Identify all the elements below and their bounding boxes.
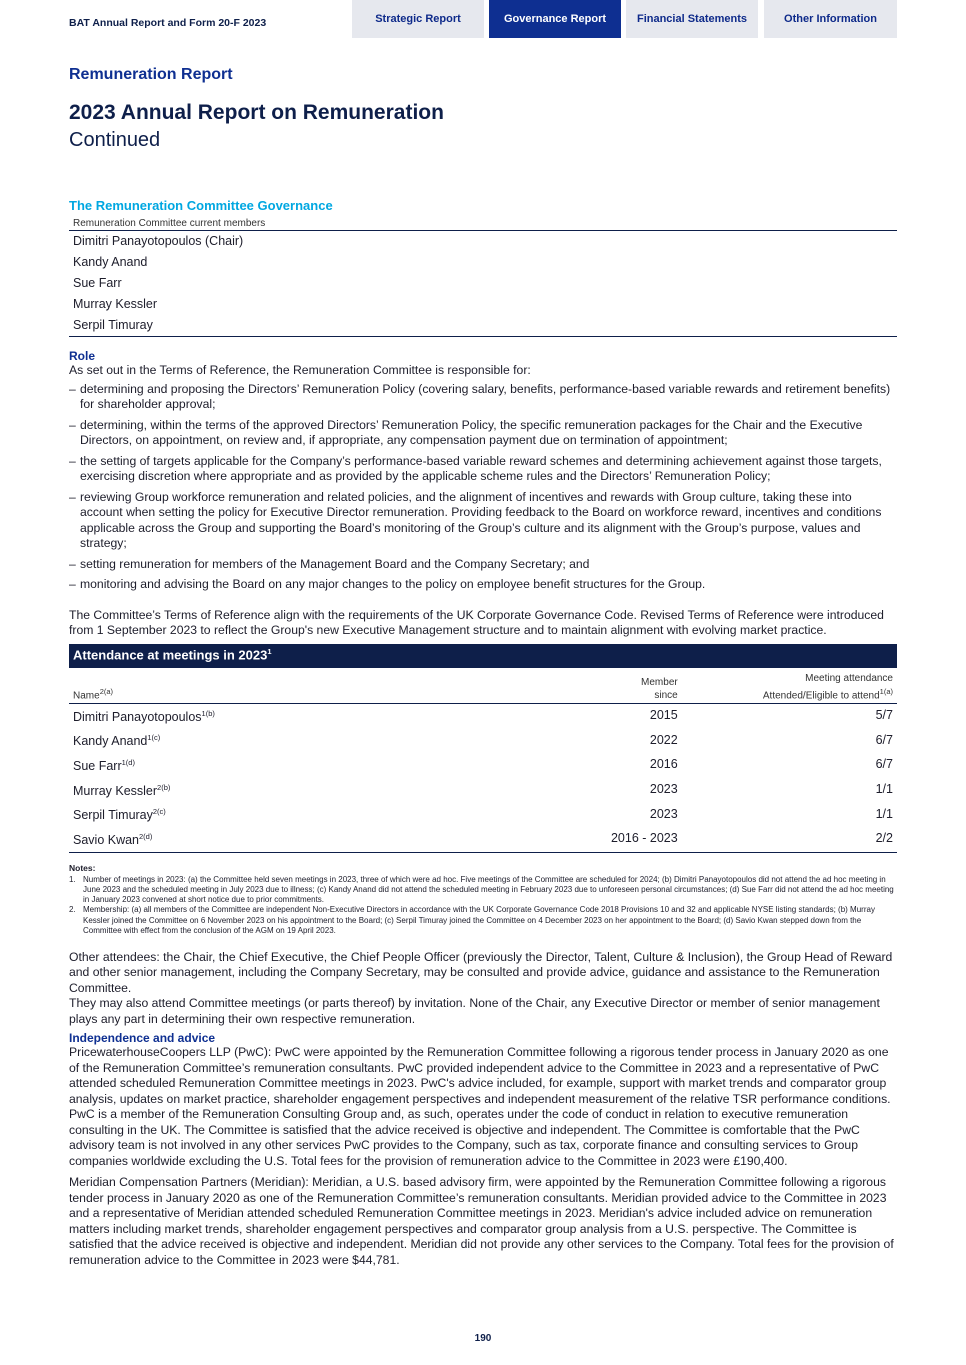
member-since: 2016	[649, 757, 678, 772]
member-name	[69, 778, 524, 803]
notes-list	[69, 875, 897, 936]
member-since: 2015	[649, 707, 678, 722]
list-item: – the setting of targets applicable for the Company’s performance-based variable reward schemes and determining achievement against those targets, exercising discretion where appropriate and as provided by the applicable scheme rules and the Directors’ Remuneration Policy;	[69, 454, 897, 485]
member-name	[69, 827, 524, 852]
page-content	[69, 60, 897, 1268]
list-item: – monitoring and advising the Board on any major changes to the policy on employee benefit structures for the Group.	[69, 577, 897, 593]
col-att-label-1: Meeting attendance	[805, 672, 893, 684]
table-row	[69, 703, 897, 728]
member-name	[69, 703, 524, 728]
table-row	[69, 827, 897, 852]
member-attendance: 2/2	[682, 827, 897, 852]
list-item: Serpil Timuray	[73, 318, 153, 332]
note-text: Membership: (a) all members of the Committee are independent Non-Executive Directors in accordance with the UK Corporate Governance Code 2018 Provisions 10 and 32 and applicable NYSE listing standards; (b) Murray Kessler joined the Committee on 6 November 2023 on his appointment to the Board; (c) Serpil Timuray joined the Committee on 4 December 2023 on her appointment to the Board; (d) Savio Kwan stepped down from the Committee with effect from the conclusion of the AGM on 19 April 2023.	[83, 905, 875, 935]
tab-other-information[interactable]: Other Information	[764, 0, 897, 38]
name-sup: 2(b)	[157, 782, 171, 792]
name-text: Savio Kwan	[73, 833, 140, 848]
attendance-title-sup: 1	[267, 646, 272, 656]
table-row	[69, 778, 897, 803]
page-title: 2023 Annual Report on Remuneration	[69, 101, 444, 124]
member-attendance: 6/7	[875, 732, 893, 747]
tab-financial-statements[interactable]: Financial Statements	[626, 0, 758, 38]
notes-title: Notes:	[69, 862, 96, 873]
tab-strategic-report[interactable]: Strategic Report	[352, 0, 484, 38]
independence-heading: Independence and advice	[69, 1031, 216, 1046]
member-since: 2016 - 2023	[524, 827, 681, 852]
tab-governance-report[interactable]: Governance Report	[489, 0, 621, 38]
name-text: Serpil Timuray	[73, 808, 153, 823]
attendance-table	[69, 668, 897, 853]
page-subtitle: Continued	[69, 129, 161, 151]
member-attendance: 1/1	[875, 806, 893, 821]
report-brand: BAT Annual Report and Form 20-F 2023	[69, 17, 267, 29]
meridian-paragraph: Meridian Compensation Partners (Meridian): Meridian, a U.S. based advisory firm, were appointed by the Remuneration Committee following a rigorous tender process in January 2020 as one of the Remuneration Committee’s remuneration consultants. Meridian provided advice to the Committee in 2023 and a representative of Meridian attended scheduled Remuneration Committee meetings in 2023. Meridian's advice included advice on remuneration matters including market trends, shareholder engagement perspectives and comparator group analysis from a U.S. perspective. The Committee is satisfied that the advice received is objective and independent. Meridian did not provide any other services to the Company. Total fees for the provision of remuneration advice to the Committee in 2023 were $44,781.	[69, 1175, 894, 1267]
list-item: – setting remuneration for members of the Management Board and the Company Secretary; and	[69, 557, 897, 573]
other-attendees-para: They may also attend Committee meetings (or parts thereof) by invitation. None of the Chair, any Executive Director or member of senior management plays any part in determining their own respective remuneration.	[69, 996, 880, 1026]
name-text: Sue Farr	[73, 759, 122, 774]
col-since-label-1: Member	[641, 676, 678, 688]
list-item: Sue Farr	[73, 276, 122, 290]
list-item: Kandy Anand	[73, 255, 148, 269]
list-item: – determining and proposing the Directors’ Remuneration Policy (covering salary, benefits, performance-based variable rewards and retirement benefits) for shareholder approval;	[69, 382, 897, 413]
role-heading: Role	[69, 349, 96, 363]
col-attendance-header	[682, 668, 897, 704]
col-name-header	[69, 668, 524, 704]
note-number: 1.	[69, 874, 76, 884]
member-name	[69, 753, 524, 778]
list-item: – reviewing Group workforce remuneration and related policies, and the alignment of incentives and rewards with Group culture, taking these into account when setting the policy for Executive Director remuneration. Providing feedback to the Board on workforce reward, incentives and conditions applicable across the Group and supporting the Board’s monitoring of the Group’s culture and its alignment with the Group’s purpose, values and strategy;	[69, 490, 897, 552]
other-attendees-para: Other attendees: the Chair, the Chief Executive, the Chief People Officer (previously the Director, Talent, Culture & Inclusion), the Group Head of Reward and other senior management, including the Company Secretary, may be consulted and provide advice, guidance and assistance to the Remuneration Committee.	[69, 949, 893, 995]
note-text: Number of meetings in 2023: (a) the Committee held seven meetings in 2023, three of which were ad hoc. Five meetings of the Committee are scheduled for 2024; (b) Dimitri Panayotopoulos did not attend the ad hoc meeting in June 2023 and the scheduled meeting in July 2023 due to illness; (c) Kandy Anand did not attend the scheduled meeting in February 2023 due to unforeseen personal circumstances; (d) Sue Farr did not attend the ad hoc meeting in January 2023 convened at short notice due to prior commitments.	[83, 874, 894, 905]
col-att-label-2: Attended/Eligible to attend	[762, 689, 880, 701]
col-att-sup: 1(a)	[879, 686, 893, 696]
table-row	[69, 728, 897, 753]
top-navigation	[0, 0, 966, 38]
member-attendance: 1/1	[875, 781, 893, 796]
member-name	[69, 728, 524, 753]
col-name-sup: 2(a)	[99, 686, 114, 696]
governance-heading: The Remuneration Committee Governance	[69, 198, 333, 213]
member-since: 2023	[649, 781, 678, 796]
role-bullets	[69, 382, 897, 593]
name-sup: 1(d)	[121, 758, 135, 768]
list-item: – determining, within the terms of the approved Directors’ Remuneration Policy, the specific remuneration packages for the Chair and the Executive Directors, on appointment, on review and, if appropriate, any compensation payment due on termination of appointment;	[69, 418, 897, 449]
table-header-row	[69, 668, 897, 704]
name-text: Murray Kessler	[73, 783, 158, 798]
list-item: Dimitri Panayotopoulos (Chair)	[73, 234, 244, 248]
role-closing: The Committee’s Terms of Reference align with the requirements of the UK Corporate Governance Code. Revised Terms of Reference were introduced from 1 September 2023 to reflect the Group's new Executive Management structure and to maintain alignment with evolving market practice.	[69, 607, 884, 637]
role-intro: As set out in the Terms of Reference, the Remuneration Committee is responsible for:	[69, 363, 531, 377]
col-name-label: Name	[73, 689, 100, 701]
member-since: 2022	[649, 732, 678, 747]
members-table-header: Remuneration Committee current members	[69, 218, 897, 231]
member-attendance: 5/7	[875, 707, 893, 722]
col-since-header	[524, 668, 681, 704]
name-text: Kandy Anand	[73, 734, 148, 749]
member-since: 2023	[649, 806, 678, 821]
list-item	[69, 905, 897, 936]
name-sup: 2(c)	[152, 807, 166, 817]
attendance-title-bar	[69, 644, 897, 668]
members-list	[69, 231, 897, 337]
pwc-paragraph: PricewaterhouseCoopers LLP (PwC): PwC were appointed by the Remuneration Committee following a rigorous tender process in January 2020 as one of the Remuneration Committee’s remuneration consultants. PwC provided independent advice to the Committee in 2023 and a representative of PwC attended scheduled Remuneration Committee meetings in 2023. PwC's advice included, for example, support with market trends and comparator group analysis, updates on market practice, shareholder engagement perspectives and independent measurement of the relative TSR performance conditions. PwC is a member of the Remuneration Consulting Group and, as such, operates under the code of conduct in relation to executive remuneration consulting in the UK. The Committee is satisfied that the advice received is objective and independent. The Committee is comfortable that the PwC advisory team is not involved in any other services PwC provides to the Company, such as tax, corporate finance and consulting services to Group companies worldwide excluding the U.S. Total fees for the provision of remuneration advice to the Committee in 2023 were £190,400.	[69, 1045, 891, 1168]
list-item	[69, 875, 897, 906]
name-sup: 2(d)	[139, 832, 153, 842]
member-name	[69, 802, 524, 827]
table-row	[69, 802, 897, 827]
member-attendance: 6/7	[875, 757, 893, 772]
page-number: 190	[474, 1333, 492, 1344]
name-sup: 1(c)	[147, 733, 161, 743]
name-sup: 1(b)	[201, 708, 215, 718]
attendance-title: Attendance at meetings in 2023	[73, 646, 268, 662]
note-number: 2.	[69, 905, 76, 915]
name-text: Dimitri Panayotopoulos	[73, 709, 202, 724]
section-label: Remuneration Report	[69, 66, 233, 83]
col-since-label-2: since	[654, 689, 678, 701]
list-item: Murray Kessler	[73, 297, 158, 311]
table-row	[69, 753, 897, 778]
